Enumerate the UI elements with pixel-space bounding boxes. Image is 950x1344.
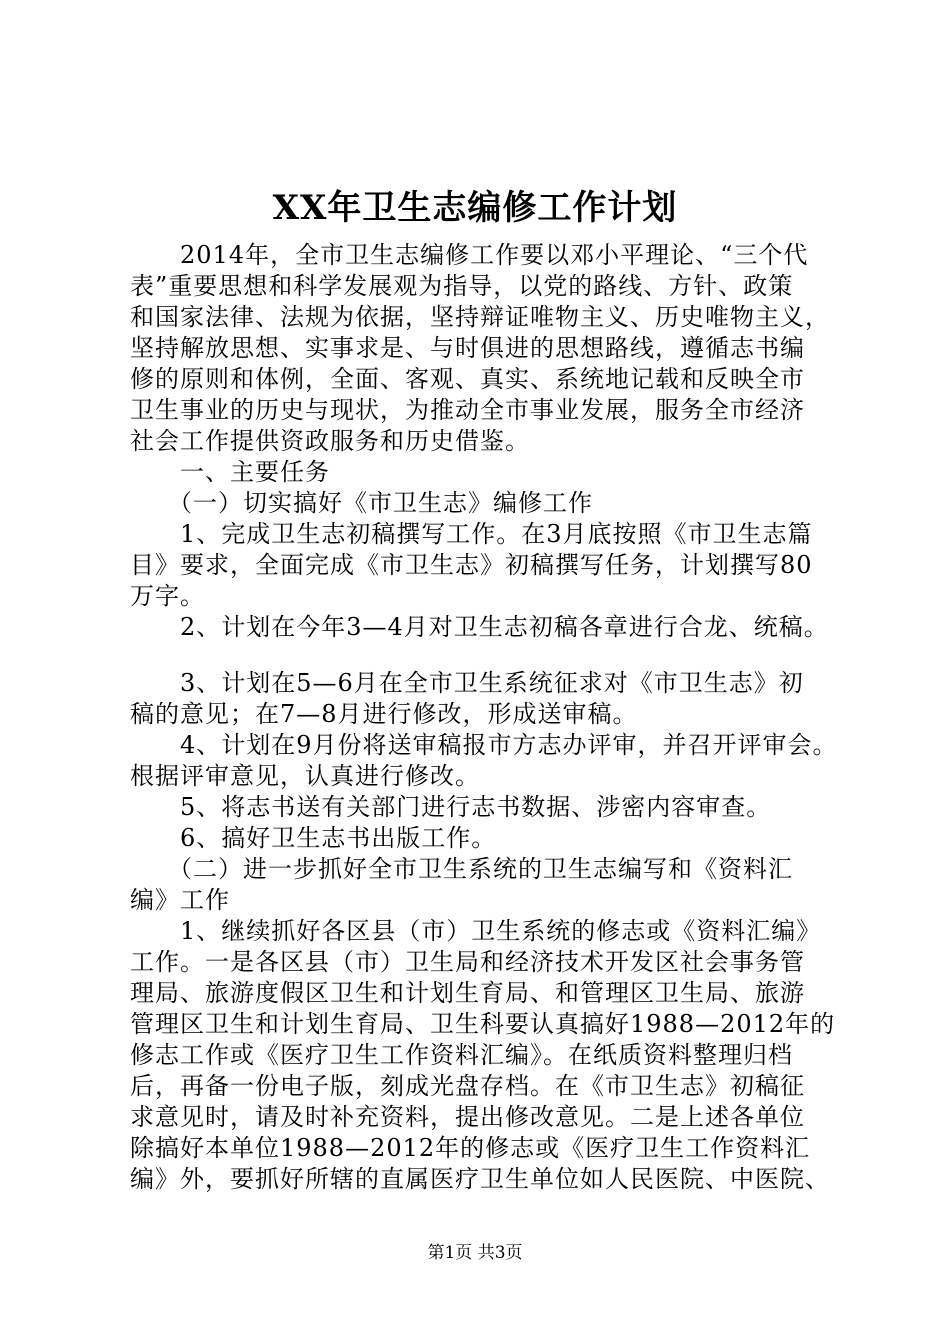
body-line: 6、搞好卫生志书出版工作。 [130, 824, 497, 852]
body-line: 除搞好本单位1988—2012年的修志或《医疗卫生工作资料汇 [130, 1134, 811, 1162]
body-line: 后，再备一份电子版，刻成光盘存档。在《市卫生志》初稿征 [130, 1072, 805, 1100]
body-line: 求意见时，请及时补充资料，提出修改意见。二是上述各单位 [130, 1103, 805, 1131]
body-line: 修的原则和体例，全面、客观、真实、系统地记载和反映全市 [130, 365, 805, 393]
body-line: 工作。一是各区县（市）卫生局和经济技术开发区社会事务管 [130, 948, 805, 976]
page-footer: 第1页 共3页 [427, 1243, 523, 1263]
document-title: XX年卫生志编修工作计划 [272, 188, 678, 228]
body-line: 社会工作提供资政服务和历史借鉴。 [130, 427, 530, 455]
body-line: 坚持解放思想、实事求是、与时俱进的思想路线，遵循志书编 [130, 334, 805, 362]
body-line: 编》工作 [130, 886, 230, 914]
body-line: 2、计划在今年3—4月对卫生志初稿各章进行合龙、统稿。 [130, 613, 829, 641]
body-line: 3、计划在5—6月在全市卫生系统征求对《市卫生志》初 [130, 669, 804, 697]
section-heading: 一、主要任务 [130, 458, 330, 486]
body-line: 修志工作或《医疗卫生工作资料汇编》。在纸质资料整理归档 [130, 1041, 793, 1069]
body-line: 1、继续抓好各区县（市）卫生系统的修志或《资料汇编》 [130, 917, 822, 945]
body-line: 1、完成卫生志初稿撰写工作。在3月底按照《市卫生志篇 [130, 520, 813, 548]
body-line: 目》要求，全面完成《市卫生志》初稿撰写任务，计划撰写80 [130, 551, 813, 579]
body-line: 稿的意见；在7—8月进行修改，形成送审稿。 [130, 700, 638, 728]
body-line: 5、将志书送有关部门进行志书数据、涉密内容审查。 [130, 793, 772, 821]
body-line: 万字。 [130, 582, 205, 610]
body-line: 表”重要思想和科学发展观为指导，以党的路线、方针、政策 [130, 272, 794, 300]
body-line: 卫生事业的历史与现状，为推动全市事业发展，服务全市经济 [130, 396, 805, 424]
subsection-heading: （二）进一步抓好全市卫生系统的卫生志编写和《资料汇 [130, 855, 793, 883]
body-line: 和国家法律、法规为依据，坚持辩证唯物主义、历史唯物主义， [130, 303, 830, 331]
body-line: 根据评审意见，认真进行修改。 [130, 762, 480, 790]
subsection-heading: （一）切实搞好《市卫生志》编修工作 [130, 489, 593, 517]
body-line: 管理区卫生和计划生育局、卫生科要认真搞好1988—2012年的 [130, 1010, 836, 1038]
body-line: 编》外，要抓好所辖的直属医疗卫生单位如人民医院、中医院、 [130, 1165, 830, 1193]
body-line: 4、计划在9月份将送审稿报市方志办评审，并召开评审会。 [130, 731, 838, 759]
body-line: 理局、旅游度假区卫生和计划生育局、和管理区卫生局、旅游 [130, 979, 805, 1007]
body-line: 2014年，全市卫生志编修工作要以邓小平理论、“三个代 [130, 241, 809, 269]
